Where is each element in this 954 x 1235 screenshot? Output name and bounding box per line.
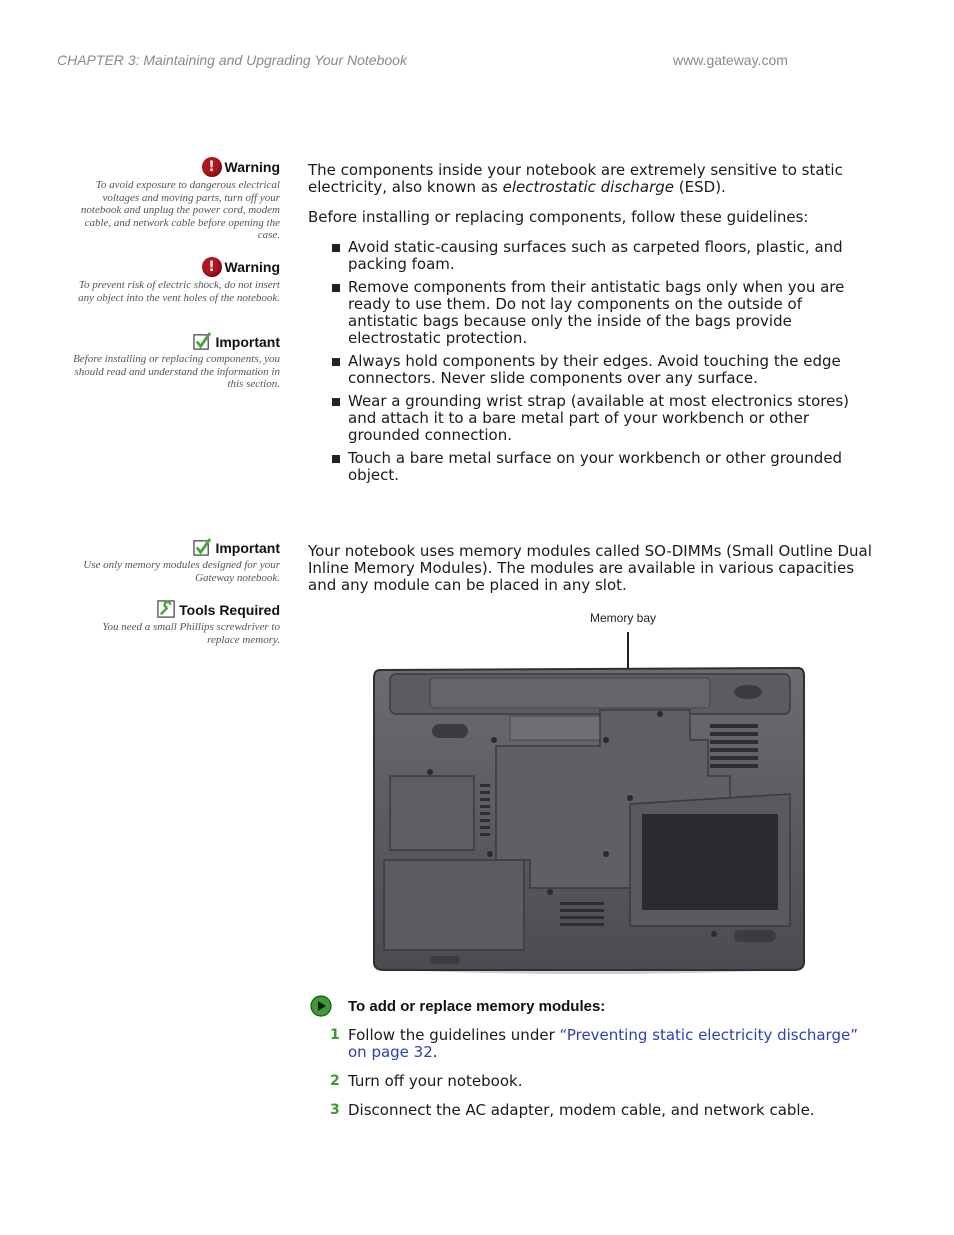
step-text: Disconnect the AC adapter, modem cable, and network cable. [348, 1101, 815, 1119]
warning-icon: ! [202, 157, 222, 177]
warning-icon: ! [202, 257, 222, 277]
step-number: 3 [330, 1102, 340, 1118]
list-item: Remove components from their antistatic bags only when you are ready to use them. Do not lay components on the outside of antistatic bags because only the inside of the bags provide electrostatic protection. [308, 279, 874, 347]
step-text: Turn off your notebook. [348, 1072, 523, 1090]
step-item [308, 1073, 874, 1090]
esd-guidelines-list [308, 239, 874, 490]
list-item: Avoid static-causing surfaces such as carpeted floors, plastic, and packing foam. [308, 239, 874, 273]
note-text: Before installing or replacing components, you should read and understand the information in this section. [73, 353, 280, 391]
tools-required-note [70, 600, 280, 646]
step-item [308, 1027, 874, 1061]
note-title: Warning [224, 259, 280, 275]
procedure-arrow-icon [310, 995, 332, 1017]
esd-term: electrostatic discharge [502, 178, 675, 196]
step-number: 1 [330, 1027, 340, 1043]
important-note-1 [70, 332, 280, 391]
memory-bay-callout: Memory bay [590, 611, 657, 625]
procedure-steps [308, 1027, 874, 1131]
note-text: Use only memory modules designed for your Gateway notebook. [83, 559, 280, 584]
memory-intro: Your notebook uses memory modules called SO-DIMMs (Small Outline Dual Inline Memory Modules). The modules are available in various capacities and any module can be placed in any slot. [308, 542, 872, 594]
note-title: Tools Required [179, 601, 280, 618]
guidelines-intro: Before installing or replacing components, follow these guidelines: [308, 208, 809, 226]
esd-intro-text: The components inside your notebook are extremely sensitive to static electricity, also known as [308, 161, 843, 196]
note-title: Important [215, 539, 280, 556]
list-item: Touch a bare metal surface on your workbench or other grounded object. [308, 450, 874, 484]
checkmark-icon [193, 332, 212, 351]
step-text-end: . [432, 1043, 438, 1061]
note-text: To prevent risk of electric shock, do not insert any object into the vent holes of the notebook. [78, 279, 280, 304]
note-text: You need a small Phillips screwdriver to replace memory. [102, 621, 280, 646]
step-item [308, 1102, 874, 1119]
warning-note-2 [70, 257, 280, 304]
list-item: Always hold components by their edges. Avoid touching the edge connectors. Never slide components over any surface. [308, 353, 874, 387]
checkmark-icon [193, 538, 212, 557]
site-url: www.gateway.com [673, 52, 788, 68]
important-note-2 [70, 538, 280, 584]
note-title: Important [215, 333, 280, 350]
note-text: To avoid exposure to dangerous electrical voltages and moving parts, turn off your notebook and unplug the power cord, modem cable, and network cable before opening the case. [80, 179, 280, 242]
esd-intro [308, 162, 874, 196]
notebook-bottom-image [370, 664, 808, 976]
step-text: Follow the guidelines under [348, 1026, 560, 1044]
procedure-title: To add or replace memory modules: [348, 998, 606, 1015]
step-number: 2 [330, 1073, 340, 1089]
wrench-icon [157, 600, 176, 619]
warning-note-1 [70, 157, 280, 242]
list-item: Wear a grounding wrist strap (available at most electronics stores) and attach it to a bare metal part of your workbench or other grounded connection. [308, 393, 874, 444]
note-title: Warning [224, 159, 280, 175]
static-discharge-link[interactable]: “Preventing static electricity discharge” on page 32 [348, 1026, 858, 1061]
esd-intro-end: (ESD). [674, 178, 726, 196]
chapter-header: CHAPTER 3: Maintaining and Upgrading Your Notebook [57, 52, 407, 68]
